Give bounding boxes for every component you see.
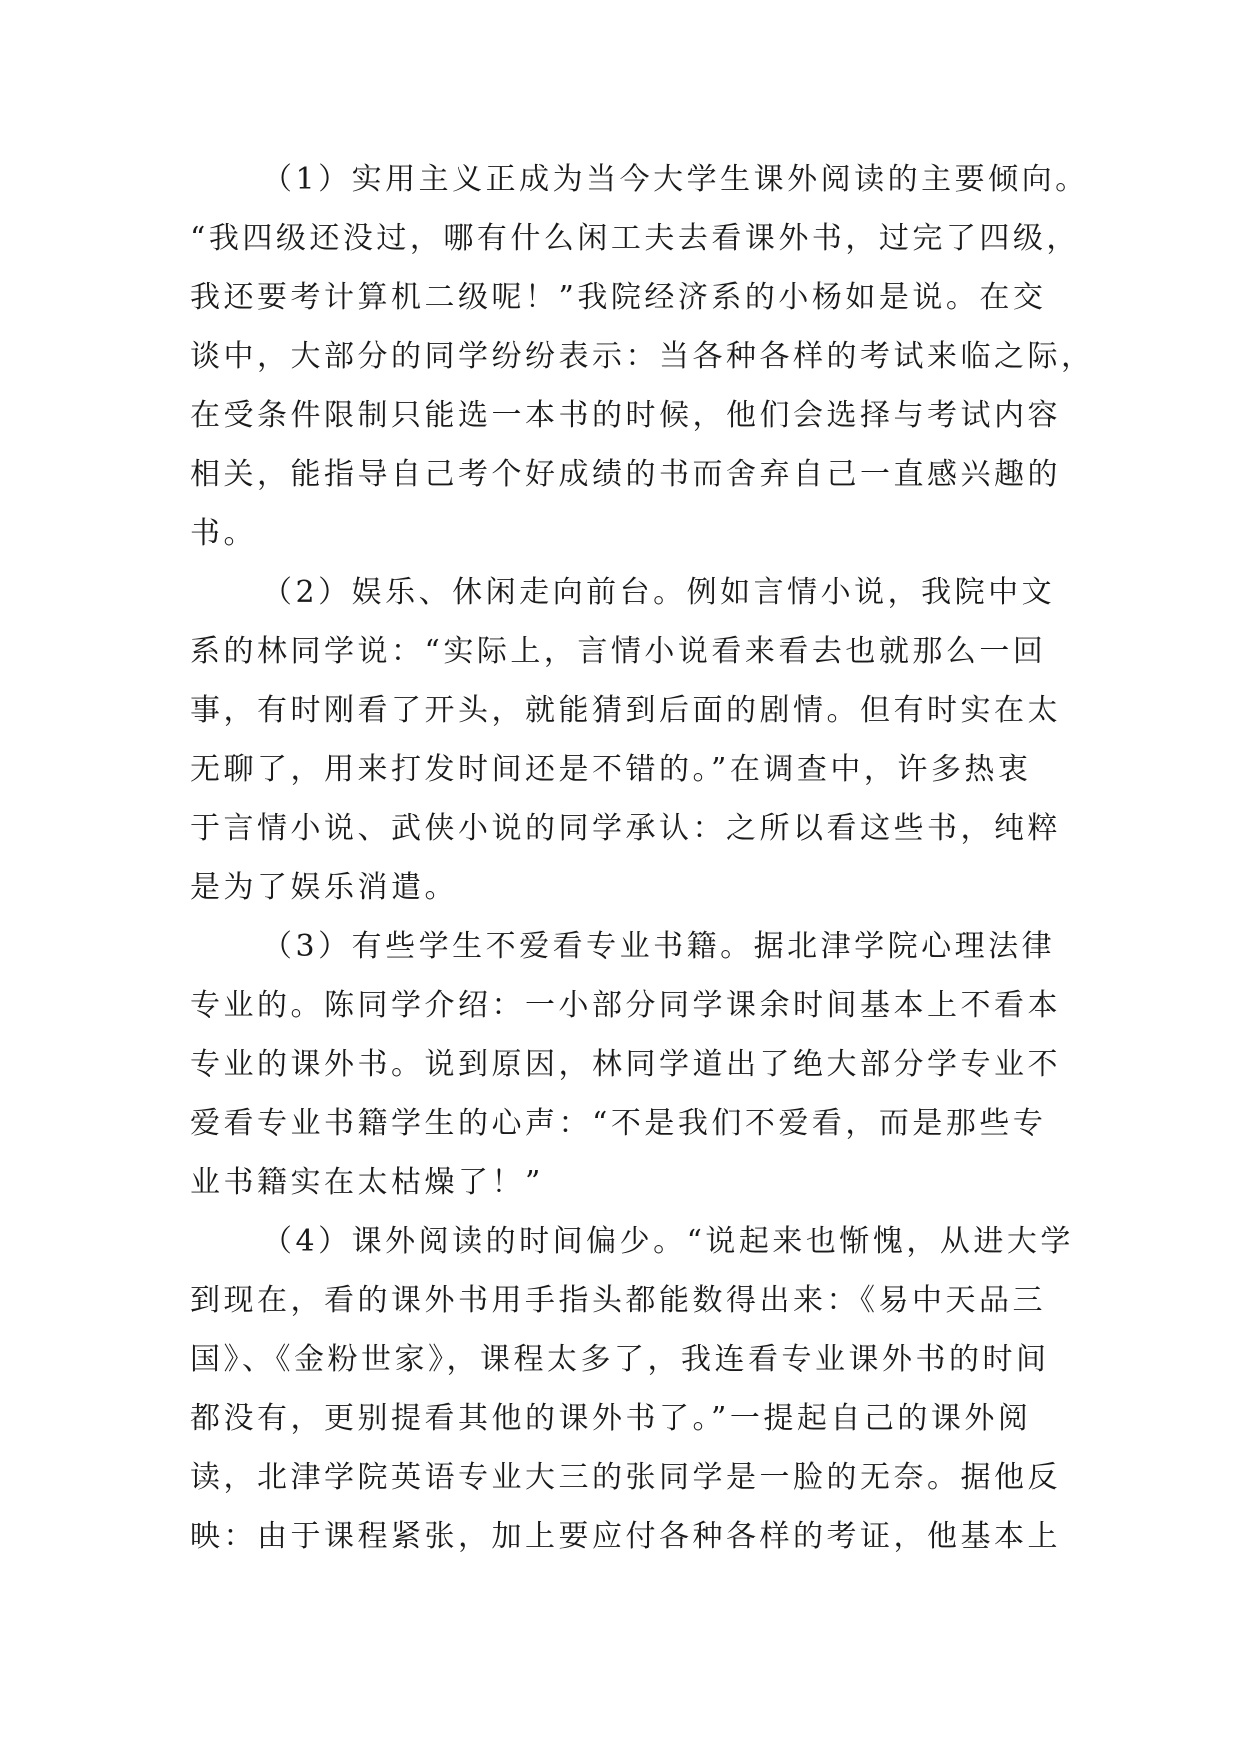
text-line: 谈中，大部分的同学纷纷表示：当各种各样的考试来临之际， xyxy=(190,339,1095,374)
text-line: 是为了娱乐消遣。 xyxy=(190,870,458,905)
text-line: 业书籍实在太枯燥了！” xyxy=(190,1165,544,1200)
text-line: 我还要考计算机二级呢！”我院经济系的小杨如是说。在交 xyxy=(190,280,1047,315)
text-line: 书。 xyxy=(190,516,257,551)
paragraph-4 xyxy=(190,1212,1090,1566)
text-line: 专业的。陈同学介绍：一小部分同学课余时间基本上不看本 xyxy=(190,988,1061,1023)
text-line: 相关，能指导自己考个好成绩的书而舍弃自己一直感兴趣的 xyxy=(190,457,1061,492)
text-line: （1）实用主义正成为当今大学生课外阅读的主要倾向。 xyxy=(262,162,1089,197)
text-line: 映：由于课程紧张，加上要应付各种各样的考证，他基本上 xyxy=(190,1519,1061,1554)
text-line: “我四级还没过，哪有什么闲工夫去看课外书，过完了四级， xyxy=(190,221,1080,256)
body-text xyxy=(190,150,1095,1566)
text-line: 国》、《金粉世家》，课程太多了，我连看专业课外书的时间 xyxy=(190,1342,1050,1377)
text-line: 到现在，看的课外书用手指头都能数得出来：《易中天品三 xyxy=(190,1283,1046,1318)
text-line: 都没有，更别提看其他的课外书了。”一提起自己的课外阅 xyxy=(190,1401,1032,1436)
text-line: 爱看专业书籍学生的心声：“不是我们不爱看，而是那些专 xyxy=(190,1106,1047,1141)
text-line: （4）课外阅读的时间偏少。“说起来也惭愧，从进大学 xyxy=(262,1224,1074,1259)
text-line: 专业的课外书。说到原因，林同学道出了绝大部分学专业不 xyxy=(190,1047,1061,1082)
text-line: （2）娱乐、休闲走向前台。例如言情小说，我院中文 xyxy=(262,575,1056,610)
text-line: 读，北津学院英语专业大三的张同学是一脸的无奈。据他反 xyxy=(190,1460,1061,1495)
text-line: 在受条件限制只能选一本书的时候，他们会选择与考试内容 xyxy=(190,398,1061,433)
text-line: 无聊了，用来打发时间还是不错的。”在调查中，许多热衷 xyxy=(190,752,1032,787)
text-line: （3）有些学生不爱看专业书籍。据北津学院心理法律 xyxy=(262,929,1056,964)
paragraph-3 xyxy=(190,917,1090,1212)
text-line: 于言情小说、武侠小说的同学承认：之所以看这些书，纯粹 xyxy=(190,811,1061,846)
paragraph-2 xyxy=(190,563,1090,917)
text-line: 系的林同学说：“实际上，言情小说看来看去也就那么一回 xyxy=(190,634,1047,669)
text-line: 事，有时刚看了开头，就能猜到后面的剧情。但有时实在太 xyxy=(190,693,1061,728)
paragraph-1 xyxy=(190,150,1095,563)
